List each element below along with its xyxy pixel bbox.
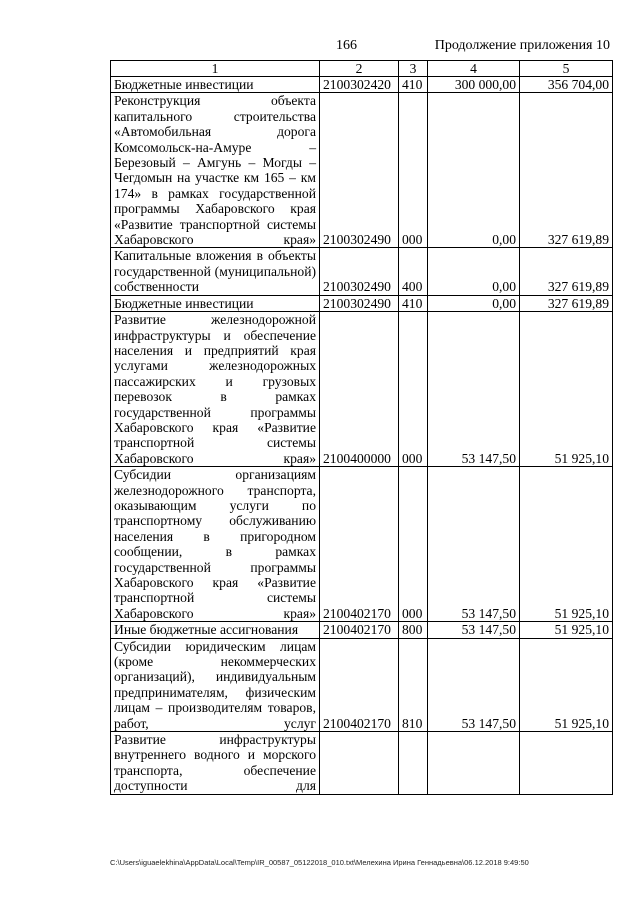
table-row (111, 638, 613, 731)
row-value-1: 0,00 (428, 248, 520, 295)
row-code (320, 732, 399, 795)
row-value-2 (520, 732, 613, 795)
row-value-1: 0,00 (428, 93, 520, 248)
row-value-2: 327 619,89 (520, 248, 613, 295)
table-row (111, 295, 613, 311)
table-row (111, 732, 613, 795)
table-row (111, 248, 613, 295)
row-expense-type (399, 732, 428, 795)
row-description: Капитальные вложения в объекты государственной (муниципальной) собственности (111, 248, 320, 295)
column-header-4: 4 (428, 61, 520, 77)
row-value-2: 327 619,89 (520, 93, 613, 248)
row-description: Бюджетные инвестиции (111, 295, 320, 311)
row-value-1: 53 147,50 (428, 622, 520, 638)
row-expense-type: 000 (399, 93, 428, 248)
table-row (111, 77, 613, 93)
row-expense-type: 810 (399, 638, 428, 731)
row-value-1 (428, 732, 520, 795)
row-description: Бюджетные инвестиции (111, 77, 320, 93)
row-description: Развитие железнодорожной инфраструктуры и обеспечение населения и предприятий края услугами железнодорожных пассажирских и грузовых перевозок в рамках государственной программы Хабаровского края «Развитие транспортной системы Хабаровского края» (111, 312, 320, 467)
table-row (111, 93, 613, 248)
row-description: Реконструкция объекта капитального строительства «Автомобильная дорога Комсомольск-на-Амуре – Березовый – Амгунь – Могды – Чегдомын на участке км 165 – км 174» в рамках государственной программы Хабаровского края «Развитие транспортной системы Хабаровского края» (111, 93, 320, 248)
row-value-2: 51 925,10 (520, 622, 613, 638)
header-row (111, 61, 613, 77)
row-description: Развитие инфраструктуры внутреннего водного и морского транспорта, обеспечение доступности для (111, 732, 320, 795)
row-value-1: 300 000,00 (428, 77, 520, 93)
appendix-continuation-label: Продолжение приложения 10 (434, 38, 610, 53)
row-description: Субсидии организациям железнодорожного транспорта, оказывающим услуги по транспортному обслуживанию населения в пригородном сообщении, в рамках государственной программы Хабаровского края «Развитие транспортной системы Хабаровского края» (111, 467, 320, 622)
row-code: 2100400000 (320, 312, 399, 467)
row-expense-type: 400 (399, 248, 428, 295)
column-header-3: 3 (399, 61, 428, 77)
row-expense-type: 000 (399, 467, 428, 622)
row-value-2: 51 925,10 (520, 312, 613, 467)
table-row (111, 312, 613, 467)
column-header-5: 5 (520, 61, 613, 77)
table-row (111, 467, 613, 622)
row-code: 2100302490 (320, 295, 399, 311)
table-row (111, 622, 613, 638)
row-value-1: 53 147,50 (428, 638, 520, 731)
row-description: Иные бюджетные ассигнования (111, 622, 320, 638)
document-footer-path: C:\Users\iguaelekhina\AppData\Local\Temp\IR_00587_05122018_010.txt\Мелехина Ирина Геннадьевна\06.12.2018 9:49:50 (110, 858, 529, 867)
row-expense-type: 410 (399, 77, 428, 93)
row-code: 2100402170 (320, 622, 399, 638)
page-number: 166 (336, 38, 357, 53)
row-value-2: 51 925,10 (520, 467, 613, 622)
row-expense-type: 410 (399, 295, 428, 311)
column-header-1: 1 (111, 61, 320, 77)
row-value-2: 356 704,00 (520, 77, 613, 93)
row-value-1: 53 147,50 (428, 312, 520, 467)
row-value-2: 327 619,89 (520, 295, 613, 311)
row-value-1: 0,00 (428, 295, 520, 311)
row-expense-type: 000 (399, 312, 428, 467)
row-value-2: 51 925,10 (520, 638, 613, 731)
row-code: 2100302490 (320, 93, 399, 248)
row-code: 2100402170 (320, 638, 399, 731)
row-code: 2100402170 (320, 467, 399, 622)
budget-table (110, 60, 613, 795)
column-header-2: 2 (320, 61, 399, 77)
row-code: 2100302420 (320, 77, 399, 93)
row-code: 2100302490 (320, 248, 399, 295)
row-expense-type: 800 (399, 622, 428, 638)
row-value-1: 53 147,50 (428, 467, 520, 622)
row-description: Субсидии юридическим лицам (кроме некоммерческих организаций), индивидуальным предпринимателям, физическим лицам – производителям товаров, работ, услуг (111, 638, 320, 731)
